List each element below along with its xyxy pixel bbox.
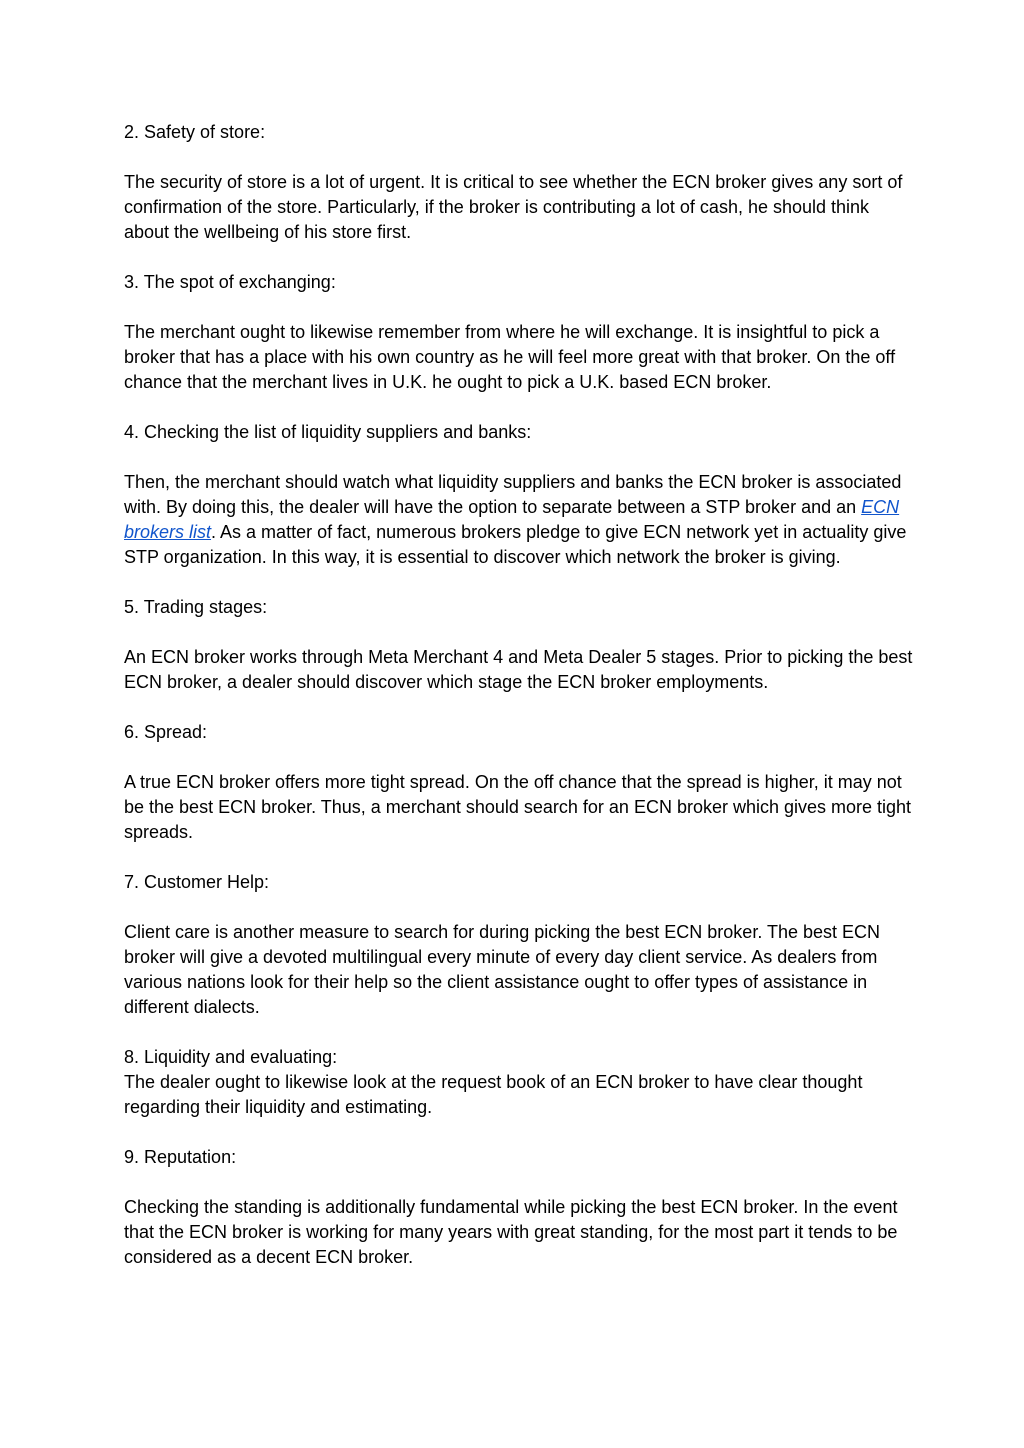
section-3-body: The merchant ought to likewise remember from where he will exchange. It is insightful to pick a broker that has a place with his own country as he will feel more great with that broker. On the off chance that the merchant lives in U.K. he ought to pick a U.K. based ECN broker.	[124, 322, 896, 392]
section-4-body-before-link: Then, the merchant should watch what liquidity suppliers and banks the ECN broker is associated with. By doing this, the dealer will have the option to separate between a STP broker and an	[124, 472, 902, 517]
section-9-body: Checking the standing is additionally fundamental while picking the best ECN broker. In the event that the ECN broker is working for many years with great standing, for the most part it tends to be considered as a decent ECN broker.	[124, 1197, 898, 1267]
section-7-body: Client care is another measure to search for during picking the best ECN broker. The best ECN broker will give a devoted multilingual every minute of every day client service. As dealers from various nations look for their help so the client assistance ought to offer types of assistance in different dialects.	[124, 922, 881, 1017]
section-5-body: An ECN broker works through Meta Merchant 4 and Meta Dealer 5 stages. Prior to picking the best ECN broker, a dealer should discover which stage the ECN broker employments.	[124, 647, 913, 692]
section-2-heading: 2. Safety of store:	[124, 122, 266, 142]
document-page	[124, 120, 914, 1270]
section-7-heading: 7. Customer Help:	[124, 872, 270, 892]
section-6-body: A true ECN broker offers more tight spread. On the off chance that the spread is higher, it may not be the best ECN broker. Thus, a merchant should search for an ECN broker which gives more tight spreads.	[124, 772, 912, 842]
ecn-brokers-list-link[interactable]: ECN brokers list	[124, 497, 900, 542]
section-6-heading: 6. Spread:	[124, 722, 208, 742]
section-2-body: The security of store is a lot of urgent. It is critical to see whether the ECN broker gives any sort of confirmation of the store. Particularly, if the broker is contributing a lot of cash, he should think about the wellbeing of his store first.	[124, 172, 903, 242]
section-8-body: The dealer ought to likewise look at the request book of an ECN broker to have clear thought regarding their liquidity and estimating.	[124, 1072, 863, 1117]
section-9-heading: 9. Reputation:	[124, 1147, 237, 1167]
section-4-body	[124, 470, 914, 570]
section-4-body-after-link: . As a matter of fact, numerous brokers pledge to give ECN network yet in actuality give STP organization. In this way, it is essential to discover which network the broker is giving.	[124, 522, 907, 567]
section-3-heading: 3. The spot of exchanging:	[124, 272, 336, 292]
section-8-heading: 8. Liquidity and evaluating:	[124, 1047, 338, 1067]
section-4-heading: 4. Checking the list of liquidity suppliers and banks:	[124, 422, 532, 442]
section-5-heading: 5. Trading stages:	[124, 597, 268, 617]
